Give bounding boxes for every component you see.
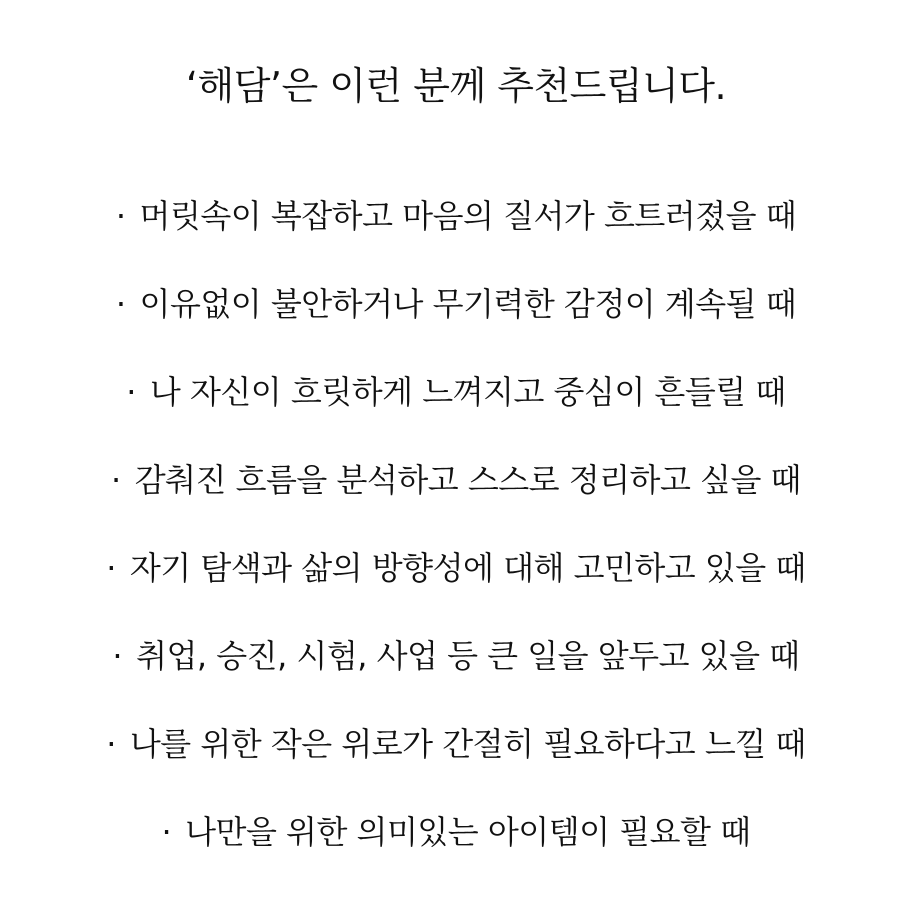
list-item-text: 나 자신이 흐릿하게 느껴지고 중심이 흔들릴 때 xyxy=(149,373,786,411)
bullet-icon: · xyxy=(126,373,136,411)
list-item xyxy=(0,452,912,540)
list-item xyxy=(0,540,912,628)
list-item xyxy=(0,364,912,452)
list-item xyxy=(0,804,912,892)
bullet-icon: · xyxy=(161,813,172,851)
list-item xyxy=(0,188,912,276)
list-item-text: 나만을 위한 의미있는 아이템이 필요할 때 xyxy=(185,813,751,851)
list-item xyxy=(0,628,912,716)
list-item-text: 나를 위한 작은 위로가 간절히 필요하다고 느낄 때 xyxy=(129,725,806,763)
list-item xyxy=(0,716,912,804)
list-item-text: 감춰진 흐름을 분석하고 스스로 정리하고 싶을 때 xyxy=(134,461,801,499)
list-item xyxy=(0,276,912,364)
recommendation-list xyxy=(0,188,912,892)
bullet-icon: · xyxy=(115,285,126,323)
list-item-text: 머릿속이 복잡하고 마음의 질서가 흐트러졌을 때 xyxy=(139,197,797,235)
bullet-icon: · xyxy=(106,725,116,763)
bullet-icon: · xyxy=(111,461,121,499)
bullet-icon: · xyxy=(112,637,123,675)
list-item-text: 취업, 승진, 시험, 사업 등 큰 일을 앞두고 있을 때 xyxy=(136,637,800,675)
bullet-icon: · xyxy=(106,549,116,587)
bullet-icon: · xyxy=(115,197,126,235)
list-item-text: 자기 탐색과 삶의 방향성에 대해 고민하고 있을 때 xyxy=(129,549,806,587)
list-item-text: 이유없이 불안하거나 무기력한 감정이 계속될 때 xyxy=(139,285,797,323)
page-title: ‘해담’은 이런 분께 추천드립니다. xyxy=(185,64,727,108)
